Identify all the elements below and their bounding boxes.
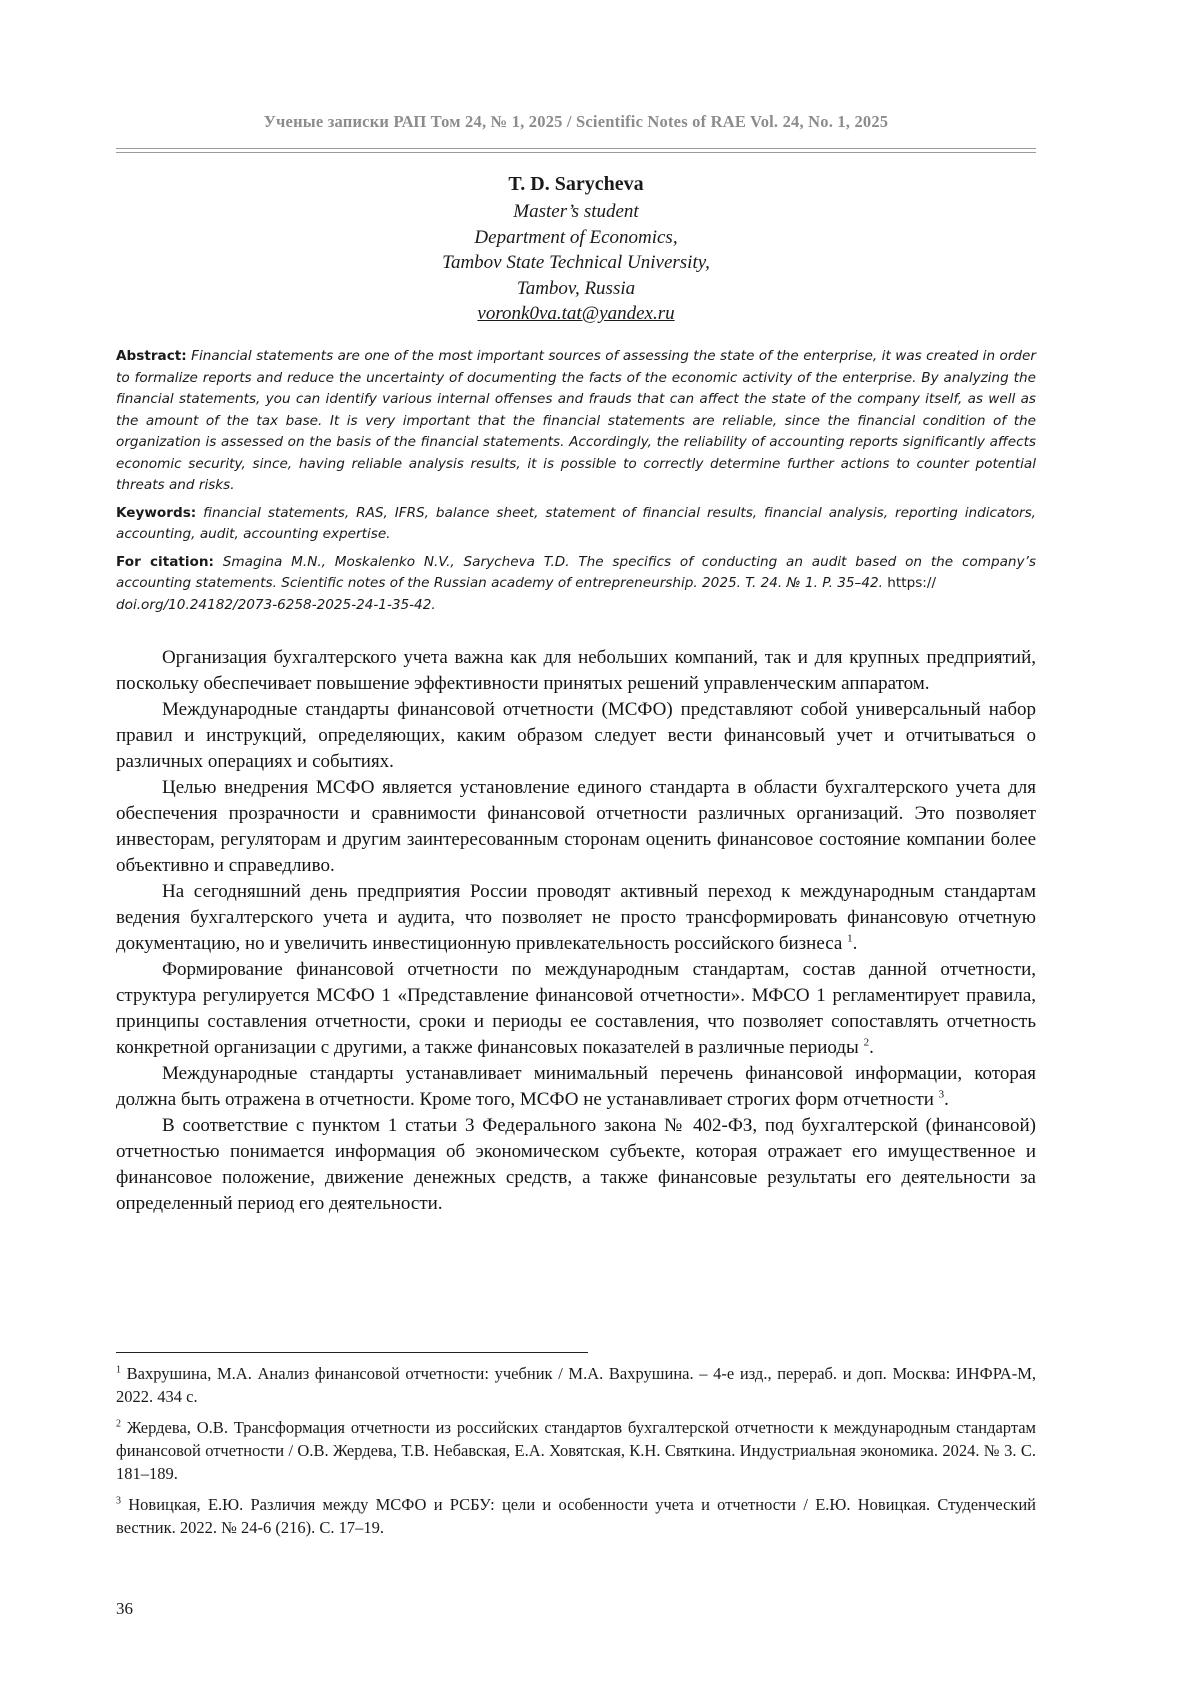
citation-doi-prefix[interactable]: https:// — [882, 575, 937, 591]
keywords-label: Keywords: — [116, 504, 197, 521]
body-paragraph-7: В соответствие с пунктом 1 статьи 3 Федерального закона № 402-ФЗ, под бухгалтерской (финансовой) отчетностью понимается информация об экономическом субъекте, которая отражает его имущественное и финансовое положение, движение денежных средств, а также финансовые результаты его деятельности за определенный период его деятельности. — [116, 1115, 1036, 1214]
footnote-ref-2[interactable]: 2 — [863, 1036, 870, 1049]
abstract-label: Abstract: — [116, 348, 187, 364]
footnote-1-mark: 1 — [116, 1364, 121, 1376]
body-paragraph-5-end: . — [869, 1037, 874, 1058]
page-number: 36 — [116, 1599, 133, 1618]
running-header: Ученые записки РАП Том 24, № 1, 2025 / Scientific Notes of RAE Vol. 24, No. 1, 2025 — [263, 112, 889, 131]
footnote-2-mark: 2 — [116, 1418, 121, 1430]
citation-label: For citation: — [116, 553, 214, 570]
body-paragraph-5 — [116, 957, 1036, 1061]
body-paragraph-6-text: Международные стандарты устанавливает минимальный перечень финансовой информации, которая должна быть отражена в отчетности. Кроме того, МСФО не устанавливает строгих форм отчетности — [116, 1063, 1036, 1110]
header-rule-bottom — [116, 152, 1036, 153]
keywords-text: financial statements, RAS, IFRS, balance sheet, statement of financial results, financial analysis, reporting indicators, accounting, audit, accounting expertise. — [116, 504, 1036, 542]
body-paragraph-3: Целью внедрения МСФО является установление единого стандарта в области бухгалтерского учета для обеспечения прозрачности и сравнимости финансовой отчетности различных организаций. Это позволяет инвесторам, регуляторам и другим заинтересованным сторонам оценить финансовое состояние компании более объективно и справедливо. — [116, 777, 1036, 876]
body-paragraph-4-end: . — [852, 933, 858, 954]
footnote-3-text: Новицкая, Е.Ю. Различия между МСФО и РСБУ: цели и особенности учета и отчетности / Е.Ю. Новицкая. Студенческий вестник. 2022. № 24-6 (216). С. 17–19. — [116, 1495, 1036, 1537]
body-paragraph-4 — [116, 879, 1036, 957]
author-block — [116, 171, 1036, 327]
citation-doi[interactable]: doi.org/10.24182/2073-6258-2025-24-1-35-42. — [116, 596, 436, 613]
body-paragraph-4-text: На сегодняшний день предприятия России проводят активный переход к международным стандартам ведения бухгалтерского учета и аудита, что позволяет не просто трансформировать финансовую отчетную документацию, но и увеличить инвестиционную привлекательность российского бизнеса — [116, 881, 1036, 954]
footnote-2 — [116, 1416, 1036, 1485]
article-body — [116, 645, 1036, 1217]
footnote-3 — [116, 1493, 1036, 1539]
keywords-paragraph — [116, 503, 1036, 546]
footnote-2-text: Жердева, О.В. Трансформация отчетности из российских стандартов бухгалтерской отчетности к международным стандартам финансовой отчетности / О.В. Жердева, Т.В. Небавская, Е.А. Ховятская, К.Н. Святкина. Индустриальная экономика. 2024. № 3. С. 181–189. — [116, 1418, 1036, 1483]
footnote-3-mark: 3 — [116, 1495, 121, 1507]
author-name: T. D. Sarycheva — [508, 173, 644, 195]
body-paragraph-6 — [116, 1061, 1036, 1113]
author-position: Master’s student — [513, 201, 639, 222]
body-paragraph-5-text: Формирование финансовой отчетности по международным стандартам, состав данной отчетности, структура регулируется МСФО 1 «Представление финансовой отчетности». МФСО 1 регламентирует правила, принципы составления отчетности, сроки и периоды ее составления, что позволяет сопоставлять отчетность конкретной организации с другими, а также финансовых показателей в различные периоды — [116, 959, 1036, 1058]
abstract-text: Financial statements are one of the most important sources of assessing the state of the enterprise, it was created in order to formalize reports and reduce the uncertainty of documenting the facts of the economic activity of the enterprise. By analyzing the financial statements, you can identify various internal offenses and frauds that can affect the state of the company itself, as well as the amount of the tax base. It is very important that the financial statements are reliable, since the financial condition of the organization is assessed on the basis of the financial statements. Accordingly, the reliability of accounting reports significantly affects economic security, since, having reliable analysis results, it is possible to correctly determine further actions to counter potential threats and risks. — [116, 348, 1036, 493]
body-paragraph-6-end: . — [944, 1089, 949, 1110]
footnote-ref-1[interactable]: 1 — [847, 932, 853, 945]
abstract-section — [116, 346, 1036, 622]
footnote-separator — [116, 1352, 588, 1353]
footnotes-section — [116, 1362, 1036, 1547]
abstract-paragraph — [116, 346, 1036, 497]
footnote-1 — [116, 1362, 1036, 1408]
body-paragraph-1: Организация бухгалтерского учета важна как для небольших компаний, так и для крупных предприятий, поскольку обеспечивает повышение эффективности принятых решений управленческим аппаратом. — [116, 647, 1036, 694]
footnote-ref-3[interactable]: 3 — [938, 1088, 945, 1101]
author-email-link[interactable]: voronk0va.tat@yandex.ru — [477, 303, 675, 324]
author-university: Tambov State Technical University, — [442, 252, 710, 273]
author-email-line — [116, 301, 1036, 327]
header-rule-top — [116, 148, 1036, 149]
author-city: Tambov, Russia — [516, 277, 636, 299]
citation-paragraph — [116, 552, 1036, 617]
author-department: Department of Economics, — [474, 226, 678, 248]
body-paragraph-2: Международные стандарты финансовой отчетности (МСФО) представляют собой универсальный набор правил и инструкций, определяющих, каким образом следует вести финансовый учет и отчитываться о различных операциях и событиях. — [116, 699, 1036, 772]
footnote-1-text: Вахрушина, М.А. Анализ финансовой отчетности: учебник / М.А. Вахрушина. – 4-е изд., перераб. и доп. Москва: ИНФРА-М, 2022. 434 с. — [116, 1364, 1036, 1406]
citation-text: Smagina M.N., Moskalenko N.V., Sarycheva T.D. The specifics of conducting an audit based on the company’s accounting statements. Scientific notes of the Russian academy of entrepreneurship. 2025. T. 24. № 1. P. 35–42. — [116, 553, 1036, 591]
